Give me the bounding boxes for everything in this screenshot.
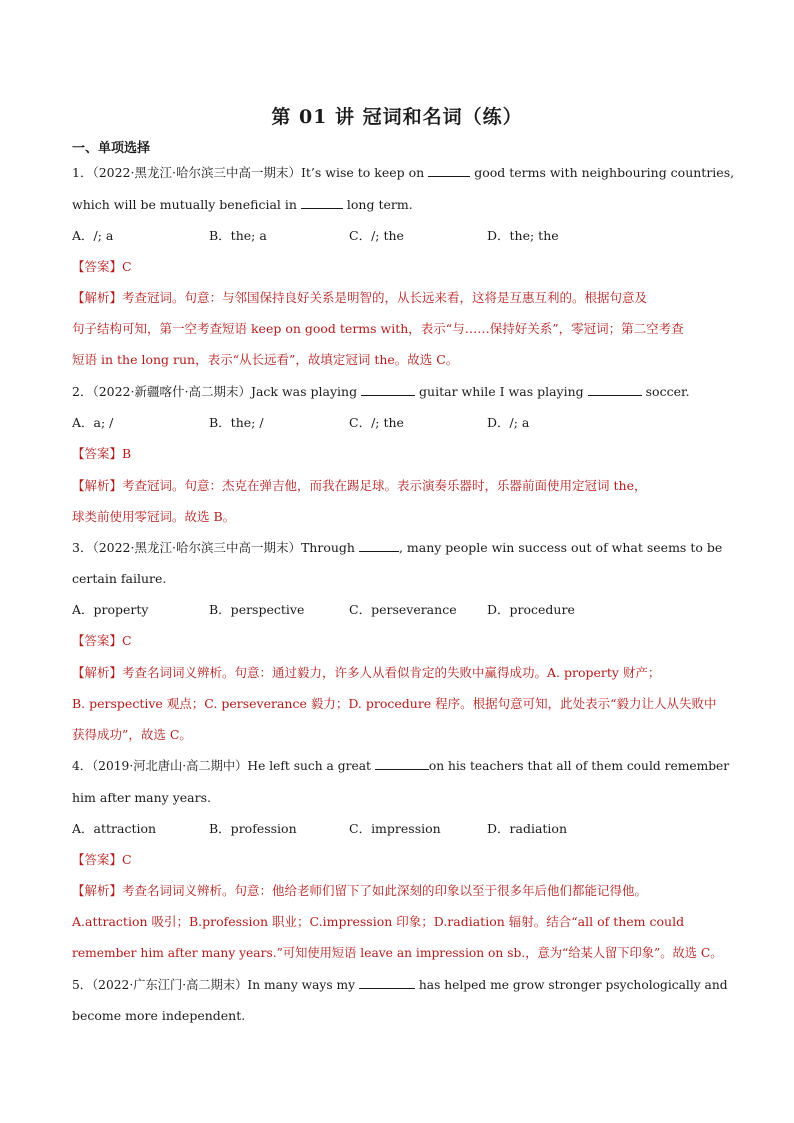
q1-option-a: A．/; a — [72, 228, 114, 243]
q1-blank-1 — [428, 164, 470, 177]
q2-option-d: D．/; a — [487, 415, 530, 430]
q4-stem-line2: him after many years. — [72, 790, 211, 805]
q3-option-b: B．perspective — [209, 602, 305, 617]
q1-analysis-line2: 句子结构可知，第一空考查短语 keep on good terms with，表示“与……保持好关系”，零冠词；第二空考查 — [72, 321, 684, 336]
q1-option-b: B．the; a — [209, 228, 267, 243]
q1-answer: 【答案】C — [72, 259, 132, 274]
q2-analysis-line1: 【解析】考查冠词。句意：杰克在弹吉他，而我在踢足球。表示演奏乐器时，乐器前面使用定冠词 the， — [72, 478, 647, 493]
q4-analysis-line3: remember him after many years.”可知使用短语 leave an impression on sb.，意为“给某人留下印象”。故选 C。 — [72, 946, 723, 960]
q3-blank-1 — [359, 539, 399, 552]
q1-option-d: D．the; the — [487, 228, 559, 243]
q2-blank-1 — [361, 383, 415, 396]
q5-blank-1 — [359, 976, 415, 989]
q2-analysis-line2: 球类前使用零冠词。故选 B。 — [72, 509, 236, 524]
q4-answer: 【答案】C — [72, 852, 132, 867]
q5-stem-line1: 5．（2022·广东江门·高二期末）In many ways my has helped me grow stronger psychologically and — [72, 978, 728, 992]
q4-stem-line1: 4．（2019·河北唐山·高二期中）He left such a great on his teachers that all of them could remember — [72, 759, 730, 773]
q3-stem-line2: certain failure. — [72, 571, 167, 586]
q4-analysis-line1: 【解析】考查名词词义辨析。句意：他给老师们留下了如此深刻的印象以至于很多年后他们都能记得他。 — [72, 883, 648, 898]
q3-analysis-line3: 获得成功”，故选 C。 — [72, 727, 192, 742]
q2-option-b: B．the; / — [209, 415, 264, 430]
q3-option-c: C．perseverance — [349, 602, 457, 617]
q3-option-a: A．property — [72, 602, 149, 617]
q3-analysis-line1: 【解析】考查名词词义辨析。句意：通过毅力，许多人从看似肯定的失败中赢得成功。A. property 财产； — [72, 665, 661, 680]
q2-stem-line1: 2．（2022·新疆喀什·高二期末）Jack was playing guitar while I was playing soccer. — [72, 384, 690, 399]
q2-option-a: A．a; / — [72, 415, 114, 430]
q4-option-b: B．profession — [209, 821, 297, 836]
page-title: 第 01 讲 冠词和名词（练） — [271, 106, 523, 128]
q2-blank-2 — [588, 383, 642, 396]
q3-option-d: D．procedure — [487, 602, 575, 617]
q1-option-c: C．/; the — [349, 228, 404, 243]
q1-stem-line1: 1．（2022·黑龙江·哈尔滨三中高一期末）It’s wise to keep on good terms with neighbouring countries, — [72, 165, 735, 180]
q4-option-a: A．attraction — [72, 821, 157, 836]
q3-answer: 【答案】C — [72, 633, 132, 648]
q4-option-d: D．radiation — [487, 821, 567, 836]
q1-blank-2 — [301, 196, 343, 209]
section-heading: 一、单项选择 — [72, 141, 151, 156]
q3-stem-line1: 3．（2022·黑龙江·哈尔滨三中高一期末）Through , many people win success out of what seems to be — [72, 540, 723, 555]
q3-analysis-line2: B. perspective 观点；C. perseverance 毅力；D. procedure 程序。根据句意可知，此处表示“毅力让人从失败中 — [72, 696, 717, 711]
q2-option-c: C．/; the — [349, 415, 404, 430]
q4-blank-1 — [375, 757, 429, 770]
q1-stem-line2: which will be mutually beneficial in long term. — [72, 197, 413, 212]
q5-stem-line2: become more independent. — [72, 1008, 246, 1023]
q1-analysis-line3: 短语 in the long run，表示“从长远看”，故填定冠词 the。故选 C。 — [72, 352, 459, 367]
q2-answer: 【答案】B — [72, 446, 132, 461]
q1-analysis-line1: 【解析】考查冠词。句意：与邻国保持良好关系是明智的，从长远来看，这将是互惠互利的。根据句意及 — [72, 290, 648, 305]
q4-analysis-line2: A.attraction 吸引；B.profession 职业；C.impression 印象；D.radiation 辐射。结合“all of them could — [72, 914, 685, 929]
q4-option-c: C．impression — [349, 821, 441, 836]
